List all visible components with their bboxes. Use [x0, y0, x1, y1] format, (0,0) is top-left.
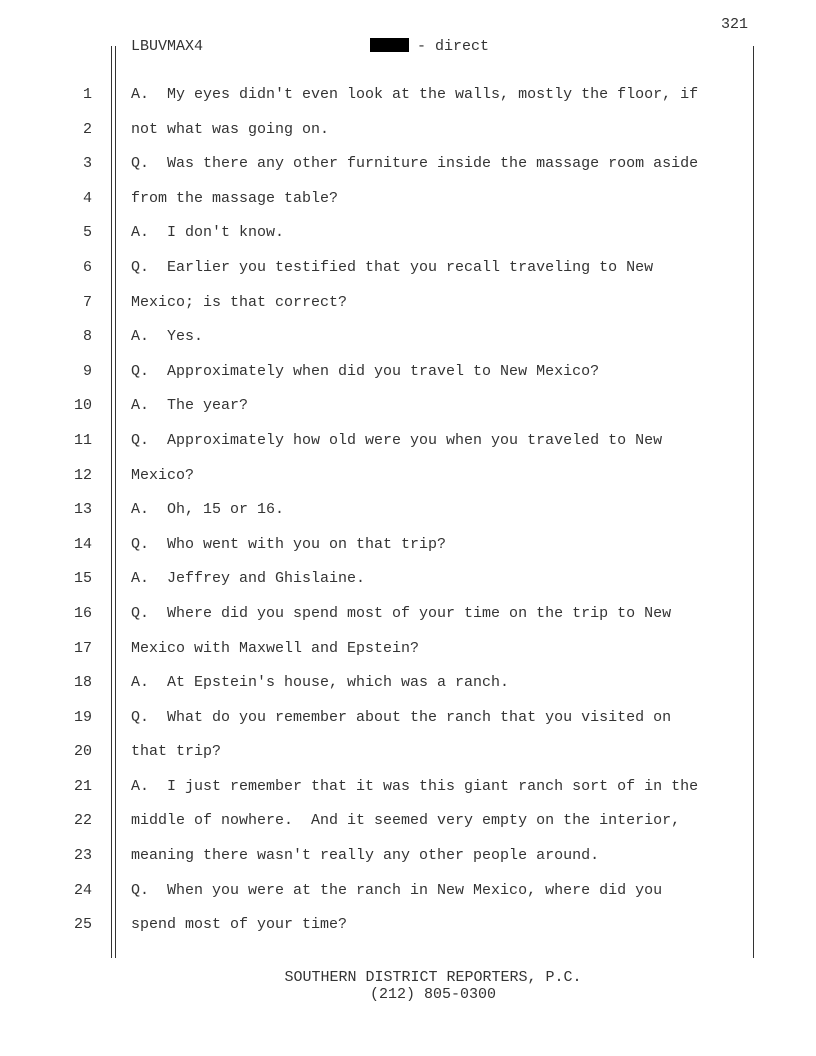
transcript-line: A. At Epstein's house, which was a ranch.: [131, 674, 510, 692]
transcript-line: A. I don't know.: [131, 224, 285, 242]
transcript-line: Q. When you were at the ranch in New Mexico, where did you: [131, 881, 663, 899]
line-number-column: [60, 85, 92, 950]
line-number: 1: [82, 86, 92, 103]
left-margin-rule-outer: [111, 46, 112, 958]
line-number: 20: [73, 743, 92, 761]
line-number: 9: [82, 362, 92, 380]
transcript-line: Mexico; is that correct?: [131, 293, 348, 311]
transcript-line: Mexico?: [131, 466, 195, 484]
transcript-line: A. My eyes didn't even look at the walls, mostly the floor, if: [131, 86, 699, 103]
transcript-line: middle of nowhere. And it seemed very empty on the interior,: [131, 812, 681, 830]
line-number: 14: [73, 535, 92, 553]
header-section: [370, 38, 489, 56]
case-code: LBUVMAX4: [131, 38, 204, 55]
transcript-line: that trip?: [131, 743, 222, 761]
line-number: 18: [73, 674, 92, 692]
right-margin-rule: [753, 46, 754, 958]
line-number: 2: [82, 120, 92, 138]
transcript-line: Q. Where did you spend most of your time on the trip to New: [131, 604, 672, 622]
reporter-phone: (212) 805-0300: [369, 986, 497, 1003]
line-number: 23: [73, 847, 92, 865]
transcript-line: from the massage table?: [131, 189, 339, 207]
transcript-line: Q. What do you remember about the ranch that you visited on: [131, 708, 672, 726]
line-number: 13: [73, 501, 92, 519]
transcript-line: A. Yes.: [131, 328, 204, 346]
line-number: 25: [73, 916, 92, 934]
transcript-line: Q. Was there any other furniture inside the massage room aside: [131, 155, 699, 173]
transcript-lines: [131, 85, 746, 950]
page-number: 321: [720, 16, 748, 33]
transcript-line: Q. Approximately when did you travel to New Mexico?: [131, 362, 600, 380]
line-number: 24: [73, 881, 92, 899]
line-number: 17: [73, 639, 92, 657]
line-number: 11: [73, 431, 92, 449]
line-number: 12: [73, 466, 92, 484]
line-number: 15: [73, 570, 92, 588]
transcript-line: not what was going on.: [131, 120, 330, 138]
section-label: - direct: [417, 38, 490, 55]
left-margin-rule-inner: [115, 46, 116, 958]
line-number: 4: [82, 189, 92, 207]
line-number: 8: [82, 328, 92, 346]
transcript-line: spend most of your time?: [131, 916, 348, 934]
transcript-line: Mexico with Maxwell and Epstein?: [131, 639, 420, 657]
transcript-line: A. The year?: [131, 397, 249, 415]
line-number: 5: [82, 224, 92, 242]
transcript-line: Q. Approximately how old were you when you traveled to New: [131, 431, 663, 449]
transcript-line: A. Oh, 15 or 16.: [131, 501, 285, 519]
transcript-line: A. I just remember that it was this giant ranch sort of in the: [131, 777, 699, 795]
reporter-name: SOUTHERN DISTRICT REPORTERS, P.C.: [284, 969, 582, 986]
transcript-line: meaning there wasn't really any other people around.: [131, 847, 600, 865]
line-number: 7: [82, 293, 92, 311]
line-number: 16: [73, 604, 92, 622]
footer: [0, 969, 816, 1003]
line-number: 19: [73, 708, 92, 726]
line-number: 21: [73, 777, 92, 795]
transcript-line: A. Jeffrey and Ghislaine.: [131, 570, 366, 588]
line-number: 22: [73, 812, 92, 830]
line-number: 6: [82, 258, 92, 276]
redaction-block: [370, 38, 409, 52]
line-number: 10: [73, 397, 92, 415]
transcript-line: Q. Earlier you testified that you recall traveling to New: [131, 258, 654, 276]
line-number: 3: [82, 155, 92, 173]
transcript-line: Q. Who went with you on that trip?: [131, 535, 447, 553]
